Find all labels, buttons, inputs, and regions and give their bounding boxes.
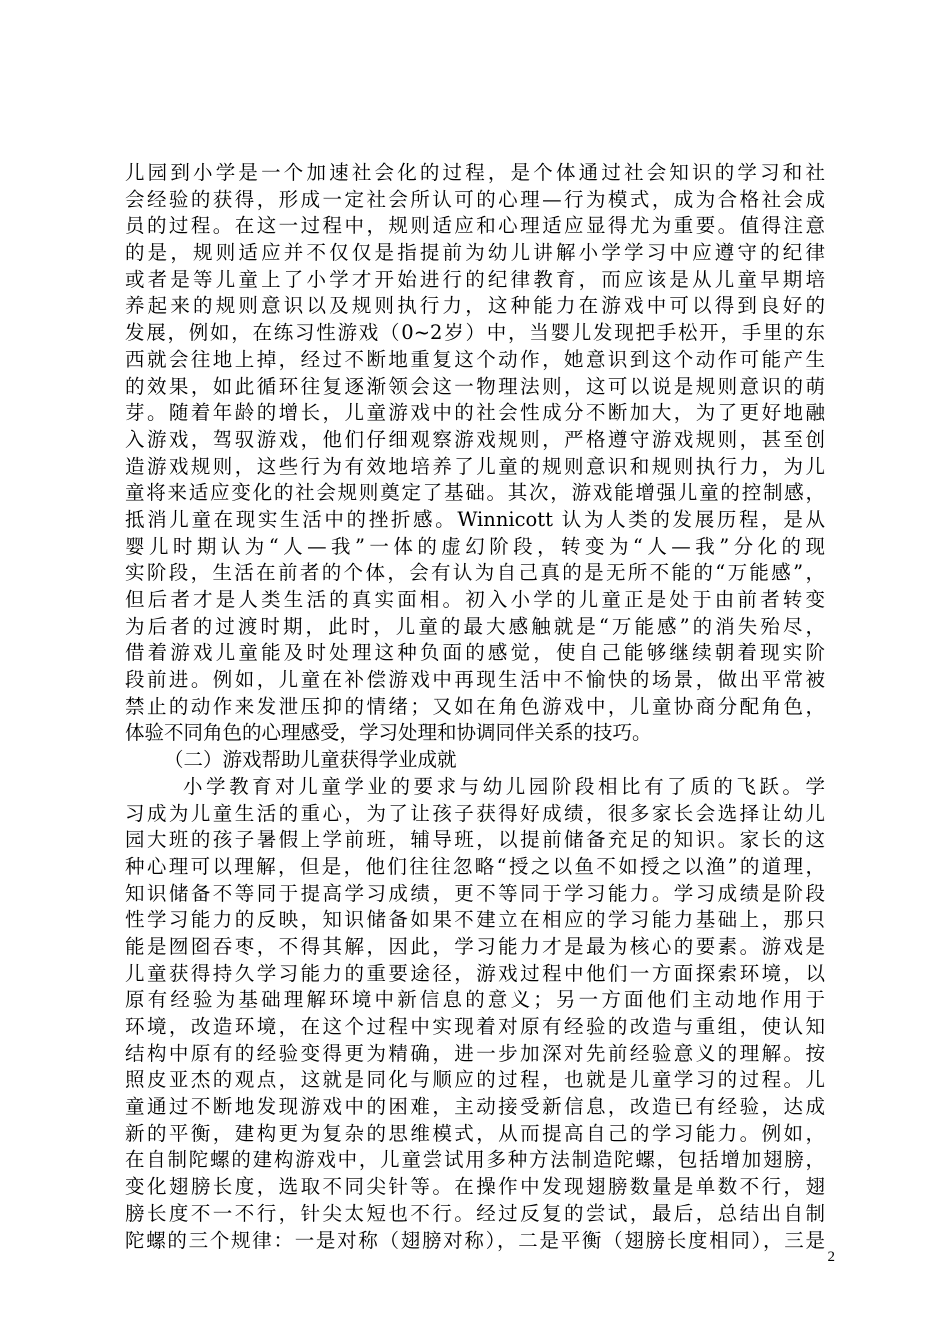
text-line: 体验不同角色的心理感受，学习处理和协调同伴关系的技巧。 bbox=[125, 721, 652, 745]
text-line: 童通过不断地发现游戏中的困难，主动接受新信息，改造已有经验，达成 bbox=[125, 1095, 825, 1119]
text-line: 膀长度不一不行，针尖太短也不行。经过反复的尝试，最后，总结出自制 bbox=[125, 1201, 825, 1225]
text-line: 知识储备不等同于提高学习成绩，更不等同于学习能力。学习成绩是阶段 bbox=[125, 881, 825, 905]
text-line: 西就会往地上掉，经过不断地重复这个动作，她意识到这个动作可能产生 bbox=[125, 347, 825, 371]
text-line: 性学习能力的反映，知识储备如果不建立在相应的学习能力基础上，那只 bbox=[125, 908, 825, 932]
text-line: 习成为儿童生活的重心，为了让孩子获得好成绩，很多家长会选择让幼儿 bbox=[125, 801, 825, 825]
text-line: 借着游戏儿童能及时处理这种负面的感觉，使自己能够继续朝着现实阶 bbox=[125, 641, 825, 665]
text-line: 结构中原有的经验变得更为精确，进一步加深对先前经验意义的理解。按 bbox=[125, 1041, 825, 1065]
text-line: 抵消儿童在现实生活中的挫折感。Winnicott 认为人类的发展历程，是从 bbox=[125, 507, 825, 531]
text-line: 婴儿时期认为“人—我”一体的虚幻阶段，转变为“人—我”分化的现 bbox=[125, 534, 825, 558]
text-line: 发展，例如，在练习性游戏（0~2岁）中，当婴儿发现把手松开，手里的东 bbox=[125, 321, 825, 345]
text-line: 种心理可以理解，但是，他们往往忽略“授之以鱼不如授之以渔”的道理， bbox=[125, 854, 825, 878]
text-line: 园大班的孩子暑假上学前班，辅导班，以提前储备充足的知识。家长的这 bbox=[125, 828, 825, 852]
page-number: 2 bbox=[827, 1249, 835, 1265]
body-text bbox=[125, 160, 825, 1254]
text-line: 原有经验为基础理解环境中新信息的意义；另一方面他们主动地作用于 bbox=[125, 988, 825, 1012]
text-line: 芽。随着年龄的增长，儿童游戏中的社会性成分不断加大，为了更好地融 bbox=[125, 401, 825, 425]
text-line: 变化翅膀长度，选取不同尖针等。在操作中发现翅膀数量是单数不行，翅 bbox=[125, 1175, 825, 1199]
text-line: 小学教育对儿童学业的要求与幼儿园阶段相比有了质的飞跃。学 bbox=[183, 774, 825, 798]
text-line: 禁止的动作来发泄压抑的情绪；又如在角色游戏中，儿童协商分配角色， bbox=[125, 694, 825, 718]
text-line: 但后者才是人类生活的真实面相。初入小学的儿童正是处于由前者转变 bbox=[125, 588, 825, 611]
text-line: 新的平衡，建构更为复杂的思维模式，从而提高自己的学习能力。例如， bbox=[125, 1121, 825, 1145]
text-line: 童将来适应变化的社会规则奠定了基础。其次，游戏能增强儿童的控制感， bbox=[125, 481, 825, 505]
text-line: 员的过程。在这一过程中，规则适应和心理适应显得尤为重要。值得注意 bbox=[125, 214, 825, 238]
text-line: 儿童获得持久学习能力的重要途径，游戏过程中他们一方面探索环境，以 bbox=[125, 961, 825, 985]
text-line: 陀螺的三个规律：一是对称（翅膀对称），二是平衡（翅膀长度相同），三是 bbox=[125, 1228, 825, 1252]
text-line: 的是，规则适应并不仅仅是指提前为幼儿讲解小学学习中应遵守的纪律 bbox=[125, 241, 825, 265]
text-line: 为后者的过渡时期，此时，儿童的最大感触就是“万能感”的消失殆尽， bbox=[125, 614, 825, 638]
text-line: 照皮亚杰的观点，这就是同化与顺应的过程，也就是儿童学习的过程。儿 bbox=[125, 1068, 825, 1092]
text-line: 入游戏，驾驭游戏，他们仔细观察游戏规则，严格遵守游戏规则，甚至创 bbox=[125, 427, 825, 451]
text-line: 在自制陀螺的建构游戏中，儿童尝试用多种方法制造陀螺，包括增加翅膀， bbox=[125, 1148, 825, 1172]
text-line: 儿园到小学是一个加速社会化的过程，是个体通过社会知识的学习和社 bbox=[125, 161, 825, 184]
text-line: 段前进。例如，儿童在补偿游戏中再现生活中不愉快的场景，做出平常被 bbox=[125, 668, 825, 692]
text-line: 会经验的获得，形成一定社会所认可的心理—行为模式，成为合格社会成 bbox=[125, 187, 825, 211]
text-line: 实阶段，生活在前者的个体，会有认为自己真的是无所不能的“万能感”， bbox=[125, 561, 825, 585]
text-line: 的效果，如此循环往复逐渐领会这一物理法则，这可以说是规则意识的萌 bbox=[125, 374, 825, 398]
text-line: 或者是等儿童上了小学才开始进行的纪律教育，而应该是从儿童早期培 bbox=[125, 267, 825, 291]
text-line: 养起来的规则意识以及规则执行力，这种能力在游戏中可以得到良好的 bbox=[125, 294, 825, 318]
text-line: 能是囫囵吞枣，不得其解，因此，学习能力才是最为核心的要素。游戏是 bbox=[125, 934, 825, 958]
text-line: 环境，改造环境，在这个过程中实现着对原有经验的改造与重组，使认知 bbox=[125, 1015, 825, 1038]
section-heading: （二）游戏帮助儿童获得学业成就 bbox=[164, 748, 457, 772]
text-line: 造游戏规则，这些行为有效地培养了儿童的规则意识和规则执行力，为儿 bbox=[125, 454, 825, 478]
